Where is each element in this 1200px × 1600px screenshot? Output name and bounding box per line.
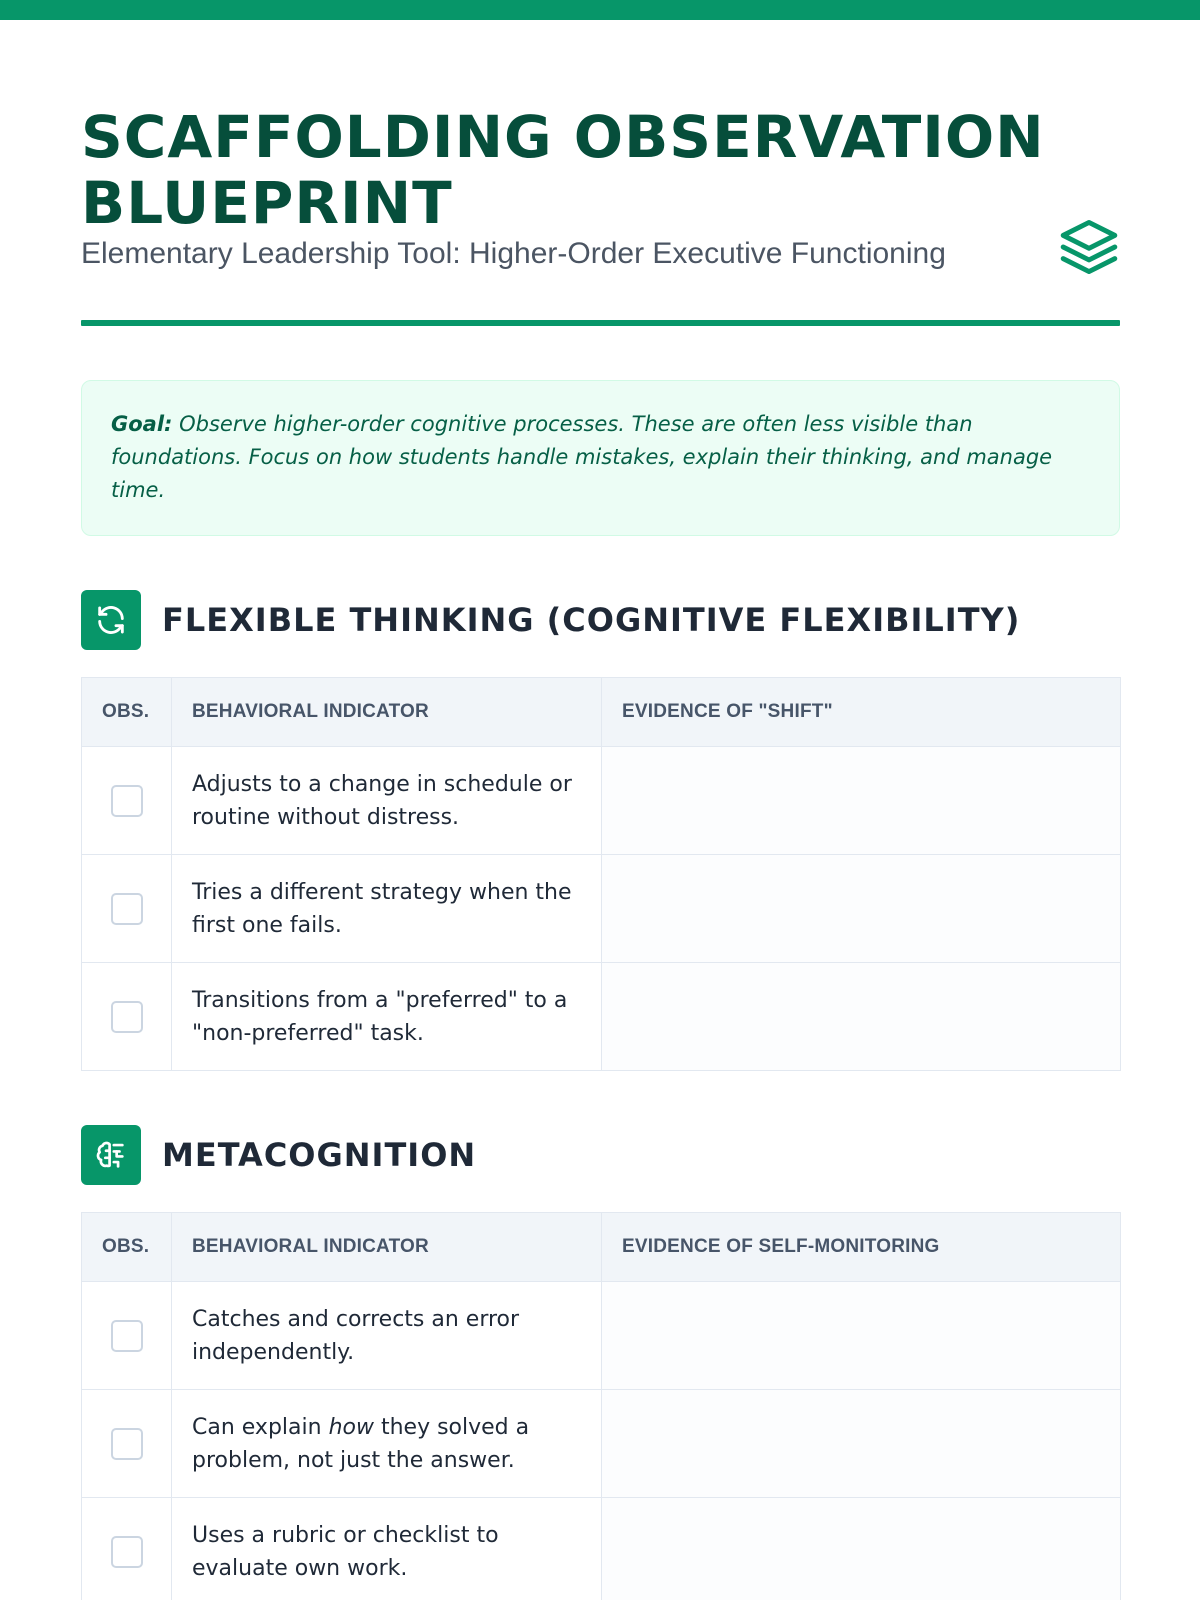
column-header-evidence: EVIDENCE OF "SHIFT" — [602, 678, 1121, 747]
indicator-cell: Uses a rubric or checklist to evaluate own work. — [172, 1498, 602, 1600]
obs-cell — [82, 1390, 172, 1498]
table-row — [82, 747, 1121, 855]
evidence-field[interactable] — [602, 1498, 1121, 1600]
page-subtitle: Elementary Leadership Tool: Higher-Order Executive Functioning — [81, 237, 946, 270]
obs-cell — [82, 963, 172, 1071]
observed-checkbox[interactable] — [111, 1001, 143, 1033]
obs-cell — [82, 1282, 172, 1390]
page-title: SCAFFOLDING OBSERVATION BLUEPRINT — [81, 103, 1045, 237]
table-row — [82, 1498, 1121, 1600]
observed-checkbox[interactable] — [111, 1536, 143, 1568]
evidence-field[interactable] — [602, 1390, 1121, 1498]
indicator-cell: Adjusts to a change in schedule or routine without distress. — [172, 747, 602, 855]
table-header-row — [82, 678, 1121, 747]
section-header-metacognition — [81, 1125, 1120, 1185]
column-header-indicator: BEHAVIORAL INDICATOR — [172, 678, 602, 747]
evidence-field[interactable] — [602, 747, 1121, 855]
top-accent-bar — [0, 0, 1200, 20]
brain-icon — [81, 1125, 141, 1185]
indicator-emphasis: how — [328, 1414, 374, 1440]
table-row — [82, 1390, 1121, 1498]
section-title: METACOGNITION — [162, 1136, 477, 1174]
goal-text: Observe higher-order cognitive processes. These are often less visible than foundations. Focus on how students handle mistakes, explain their thinking, and manage time. — [111, 412, 1053, 502]
column-header-indicator: BEHAVIORAL INDICATOR — [172, 1213, 602, 1282]
observed-checkbox[interactable] — [111, 785, 143, 817]
header-divider — [81, 320, 1120, 326]
goal-label: Goal: — [111, 412, 173, 436]
observation-table-metacognition — [81, 1212, 1121, 1600]
indicator-text-part: Can explain — [192, 1414, 329, 1440]
table-header-row — [82, 1213, 1121, 1282]
section-title: FLEXIBLE THINKING (COGNITIVE FLEXIBILITY) — [162, 601, 1021, 639]
observed-checkbox[interactable] — [111, 1428, 143, 1460]
obs-cell — [82, 1498, 172, 1600]
evidence-field[interactable] — [602, 1282, 1121, 1390]
indicator-cell: Tries a different strategy when the first one fails. — [172, 855, 602, 963]
observed-checkbox[interactable] — [111, 893, 143, 925]
indicator-cell — [172, 1390, 602, 1498]
column-header-obs: OBS. — [82, 678, 172, 747]
page-header — [81, 104, 1120, 272]
observed-checkbox[interactable] — [111, 1320, 143, 1352]
column-header-obs: OBS. — [82, 1213, 172, 1282]
evidence-field[interactable] — [602, 963, 1121, 1071]
goal-callout — [81, 380, 1120, 536]
column-header-evidence: EVIDENCE OF SELF-MONITORING — [602, 1213, 1121, 1282]
obs-cell — [82, 747, 172, 855]
indicator-cell: Catches and corrects an error independently. — [172, 1282, 602, 1390]
indicator-text-part: they solved a problem, not just the answer. — [192, 1414, 530, 1473]
layers-icon — [1058, 216, 1120, 278]
evidence-field[interactable] — [602, 855, 1121, 963]
obs-cell — [82, 855, 172, 963]
table-row — [82, 855, 1121, 963]
section-header-flexible-thinking — [81, 590, 1120, 650]
table-row — [82, 963, 1121, 1071]
indicator-cell: Transitions from a "preferred" to a "non-preferred" task. — [172, 963, 602, 1071]
refresh-icon — [81, 590, 141, 650]
table-row — [82, 1282, 1121, 1390]
observation-table-flexible-thinking — [81, 677, 1121, 1071]
